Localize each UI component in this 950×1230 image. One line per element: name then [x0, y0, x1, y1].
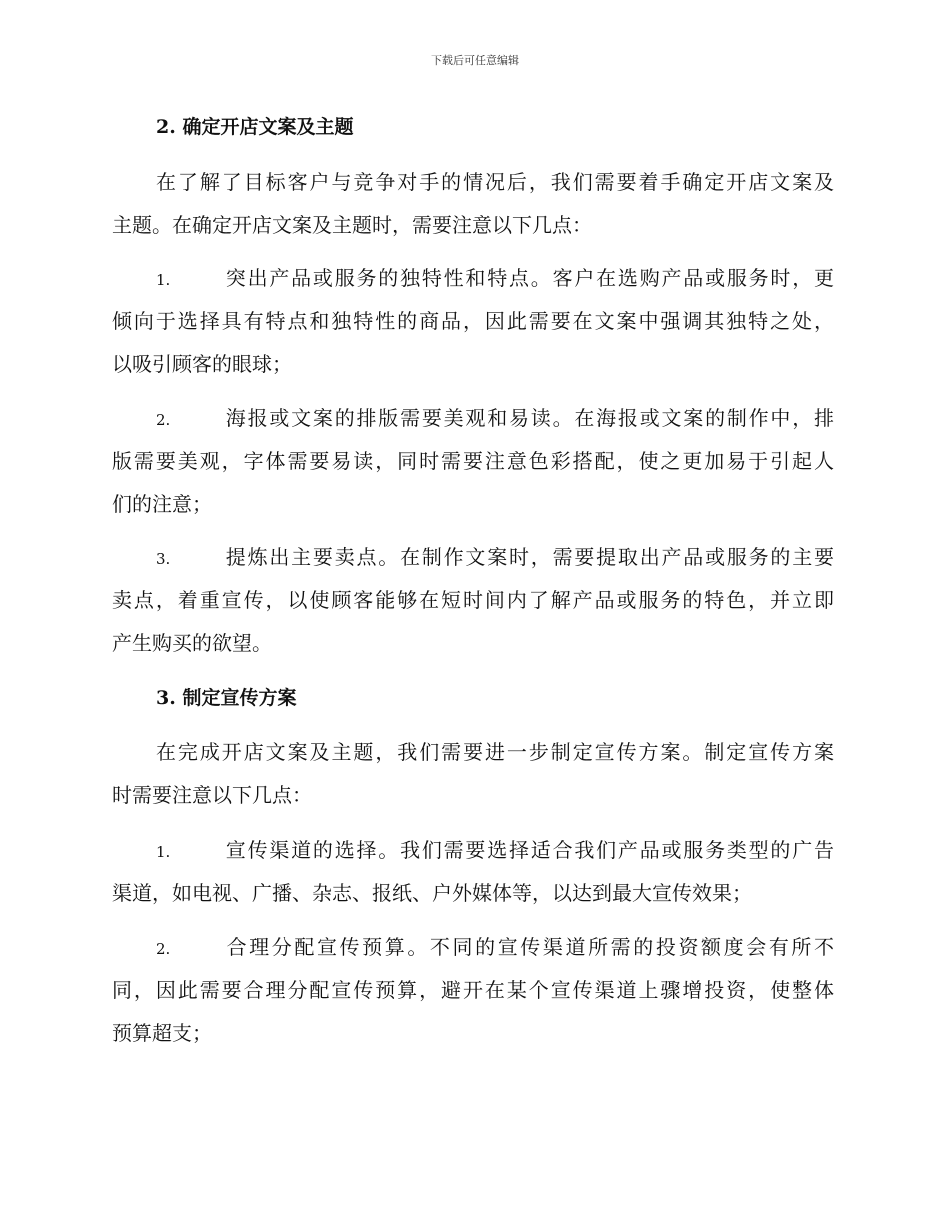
- paragraph-line: 们的注意；: [112, 492, 212, 516]
- section-heading-3: 3. 制定宣传方案: [156, 687, 297, 709]
- list-item-first-line: [112, 397, 834, 440]
- list-item-text: 海报或文案的排版需要美观和易读。在海报或文案的制作中，排: [224, 406, 834, 430]
- list-item: [112, 397, 834, 526]
- list-item: [112, 257, 834, 386]
- list-item: [112, 926, 834, 1055]
- paragraph-line: 主题。在确定开店文案及主题时，需要注意以下几点：: [112, 213, 592, 237]
- list-item-text: 宣传渠道的选择。我们需要选择适合我们产品或服务类型的广告: [224, 838, 834, 862]
- list-item-text: 合理分配宣传预算。不同的宣传渠道所需的投资额度会有所不: [224, 935, 834, 959]
- list-item-number: 3.: [156, 550, 171, 568]
- list-item-number: 1.: [156, 843, 171, 861]
- paragraph-line: 在完成开店文案及主题，我们需要进一步制定宣传方案。制定宣传方案: [156, 740, 834, 764]
- list-item-number: 1.: [156, 271, 171, 289]
- list-item: [112, 829, 834, 915]
- list-item-number: 2.: [156, 411, 171, 429]
- section-heading-2: 2. 确定开店文案及主题: [156, 116, 354, 138]
- list-item-number: 2.: [156, 940, 171, 958]
- paragraph-line: 同，因此需要合理分配宣传预算，避开在某个宣传渠道上骤增投资，使整体: [112, 978, 834, 1002]
- paragraph-line: 以吸引顾客的眼球；: [112, 352, 292, 376]
- paragraph-line: 产生购买的欲望。: [112, 631, 272, 655]
- paragraph-line: 版需要美观，字体需要易读，同时需要注意色彩搭配，使之更加易于引起人: [112, 449, 834, 473]
- list-item-first-line: [112, 926, 834, 969]
- paragraph-line: 预算超支；: [112, 1021, 212, 1045]
- list-item: [112, 536, 834, 665]
- list-item-first-line: [112, 829, 834, 872]
- page-header: 下载后可任意编辑: [431, 54, 519, 67]
- paragraph-line: 倾向于选择具有特点和独特性的商品，因此需要在文案中强调其独特之处，: [112, 309, 834, 333]
- list-item-first-line: [112, 536, 834, 579]
- section2-intro: [112, 161, 834, 247]
- paragraph-line: 时需要注意以下几点：: [112, 783, 312, 807]
- list-item-text: 提炼出主要卖点。在制作文案时，需要提取出产品或服务的主要: [224, 545, 834, 569]
- paragraph-line: 渠道，如电视、广播、杂志、报纸、户外媒体等，以达到最大宣传效果；: [112, 881, 752, 905]
- list-item-first-line: [112, 257, 834, 300]
- section3-intro: [112, 731, 834, 817]
- paragraph-line: 在了解了目标客户与竞争对手的情况后，我们需要着手确定开店文案及: [156, 170, 834, 194]
- paragraph-line: 卖点，着重宣传，以使顾客能够在短时间内了解产品或服务的特色，并立即: [112, 588, 834, 612]
- list-item-text: 突出产品或服务的独特性和特点。客户在选购产品或服务时，更: [224, 266, 834, 290]
